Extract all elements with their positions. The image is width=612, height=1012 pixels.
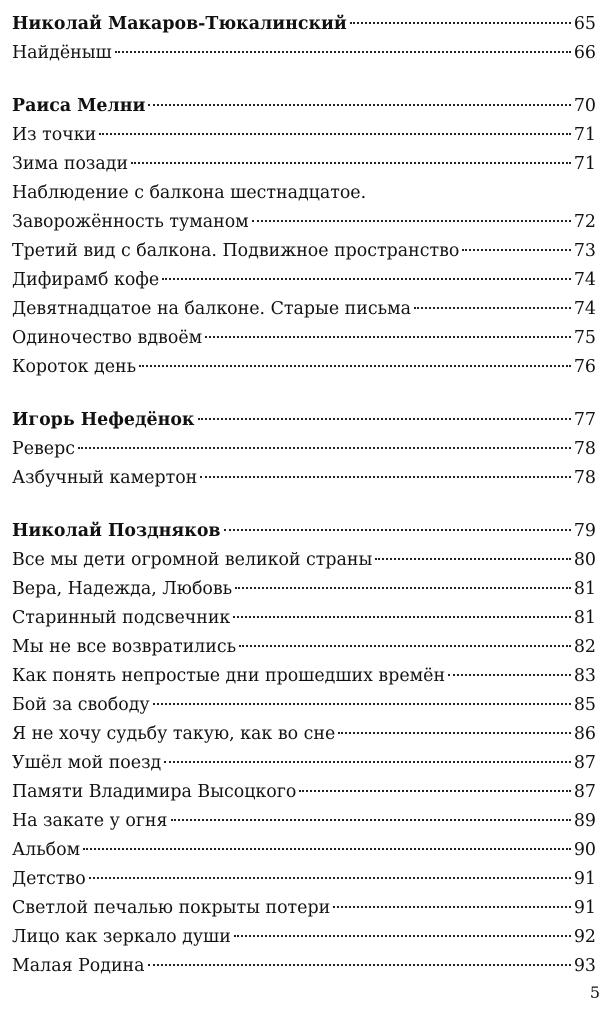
toc-entry: [12, 237, 596, 266]
section-gap: [12, 68, 596, 92]
dot-leader: [299, 790, 571, 792]
dot-leader: [153, 703, 571, 705]
dot-leader: [162, 278, 571, 280]
page-ref: 72: [573, 212, 596, 232]
page-ref: 81: [573, 608, 596, 628]
dot-leader: [233, 616, 571, 618]
toc-entry: [12, 633, 596, 662]
toc-entry: [12, 353, 596, 382]
toc-entry: [12, 807, 596, 836]
page-ref: 87: [573, 782, 596, 802]
dot-leader: [200, 476, 571, 478]
entry-title: Найдёныш: [12, 43, 112, 63]
entry-title: Мы не все возвратились: [12, 637, 237, 657]
dot-leader: [252, 220, 571, 222]
entry-title: На закате у огня: [12, 811, 168, 831]
author-heading: [12, 517, 596, 546]
dot-leader: [148, 964, 571, 966]
toc-section: [12, 10, 596, 68]
toc-entry: [12, 435, 596, 464]
author-name: Игорь Нефедёнок: [12, 410, 195, 430]
entry-title: Одиночество вдвоём: [12, 328, 203, 348]
page-ref: 91: [573, 898, 596, 918]
toc-entry: [12, 952, 596, 981]
page-ref: 92: [573, 927, 596, 947]
toc-entry: [12, 749, 596, 778]
toc-entry: [12, 575, 596, 604]
entry-title: Короток день: [12, 357, 137, 377]
dot-leader: [375, 558, 571, 560]
dot-leader: [89, 877, 571, 879]
entry-title: Азбучный камертон: [12, 468, 198, 488]
entry-title: Лицо как зеркало души: [12, 927, 231, 947]
entry-title: Альбом: [12, 840, 81, 860]
page-ref: 87: [573, 753, 596, 773]
dot-leader: [131, 162, 571, 164]
page-ref: 73: [573, 241, 596, 261]
toc-entry: [12, 894, 596, 923]
toc-section: [12, 92, 596, 382]
entry-title: Девятнадцатое на балконе. Старые письма: [12, 299, 411, 319]
entry-title: Дифирамб кофе: [12, 270, 160, 290]
table-of-contents: [12, 10, 596, 981]
toc-entry: [12, 691, 596, 720]
page-ref: 86: [573, 724, 596, 744]
page-ref: 70: [573, 96, 596, 116]
page-ref: 90: [573, 840, 596, 860]
section-gap: [12, 382, 596, 406]
page-ref: 71: [573, 125, 596, 145]
toc-entry: [12, 546, 596, 575]
entry-title: Детство: [12, 869, 86, 889]
toc-entry: [12, 295, 596, 324]
page-ref: 66: [573, 43, 596, 63]
toc-entry: [12, 150, 596, 179]
toc-entry: [12, 121, 596, 150]
dot-leader: [350, 22, 571, 24]
page-ref: 76: [573, 357, 596, 377]
author-name: Раиса Мелни: [12, 96, 146, 116]
page-ref: 93: [573, 956, 596, 976]
toc-entry: [12, 923, 596, 952]
dot-leader: [198, 418, 571, 420]
dot-leader: [115, 51, 571, 53]
entry-title: Светлой печалью покрыты потери: [12, 898, 331, 918]
page-ref: 80: [573, 550, 596, 570]
author-name: Николай Макаров-Тюкалинский: [12, 14, 347, 34]
dot-leader: [414, 307, 571, 309]
entry-title: Наблюдение с балкона шестнадцатое.: [12, 183, 367, 203]
entry-title: Вера, Надежда, Любовь: [12, 579, 233, 599]
entry-title: Третий вид с балкона. Подвижное пространство: [12, 241, 460, 261]
page-ref: 81: [573, 579, 596, 599]
dot-leader: [148, 104, 571, 106]
dot-leader: [234, 935, 571, 937]
entry-title: Бой за свободу: [12, 695, 150, 715]
toc-entry: [12, 464, 596, 493]
toc-entry: [12, 865, 596, 894]
entry-title: Из точки: [12, 125, 97, 145]
page-ref: 85: [573, 695, 596, 715]
page-ref: 79: [573, 521, 596, 541]
dot-leader: [171, 819, 571, 821]
toc-entry: [12, 720, 596, 749]
dot-leader: [239, 645, 571, 647]
author-name: Николай Поздняков: [12, 521, 221, 541]
entry-title: Зима позади: [12, 154, 129, 174]
page-ref: 78: [573, 439, 596, 459]
toc-entry: [12, 604, 596, 633]
page-ref: 74: [573, 299, 596, 319]
page-ref: 74: [573, 270, 596, 290]
dot-leader: [462, 249, 571, 251]
page-ref: 91: [573, 869, 596, 889]
toc-entry: [12, 662, 596, 691]
page-ref: 83: [573, 666, 596, 686]
author-heading: [12, 92, 596, 121]
page-ref: 89: [573, 811, 596, 831]
toc-entry: [12, 324, 596, 353]
section-gap: [12, 493, 596, 517]
toc-entry: [12, 836, 596, 865]
dot-leader: [224, 529, 571, 531]
toc-entry: [12, 778, 596, 807]
page-ref: 78: [573, 468, 596, 488]
entry-title: Заворожённость туманом: [12, 212, 249, 232]
page-ref: 82: [573, 637, 596, 657]
toc-entry: [12, 179, 596, 208]
entry-title: Ушёл мой поезд: [12, 753, 162, 773]
page-number: 5: [589, 983, 600, 1002]
entry-title: Старинный подсвечник: [12, 608, 231, 628]
dot-leader: [139, 365, 571, 367]
toc-section: [12, 406, 596, 493]
toc-entry: [12, 39, 596, 68]
toc-entry: [12, 208, 596, 237]
entry-title: Малая Родина: [12, 956, 145, 976]
dot-leader: [83, 848, 571, 850]
page-ref: 75: [573, 328, 596, 348]
author-heading: [12, 10, 596, 39]
toc-section: [12, 517, 596, 981]
page-ref: 65: [573, 14, 596, 34]
entry-title: Я не хочу судьбу такую, как во сне: [12, 724, 336, 744]
dot-leader: [99, 133, 571, 135]
dot-leader: [235, 587, 571, 589]
dot-leader: [338, 732, 571, 734]
entry-title: Все мы дети огромной великой страны: [12, 550, 373, 570]
entry-title: Памяти Владимира Высоцкого: [12, 782, 297, 802]
page-ref: 77: [573, 410, 596, 430]
toc-entry: [12, 266, 596, 295]
author-heading: [12, 406, 596, 435]
entry-title: Как понять непростые дни прошедших времён: [12, 666, 446, 686]
dot-leader: [448, 674, 571, 676]
page-ref: 71: [573, 154, 596, 174]
dot-leader: [205, 336, 571, 338]
dot-leader: [164, 761, 571, 763]
dot-leader: [78, 447, 571, 449]
entry-title: Реверс: [12, 439, 75, 459]
dot-leader: [333, 906, 571, 908]
